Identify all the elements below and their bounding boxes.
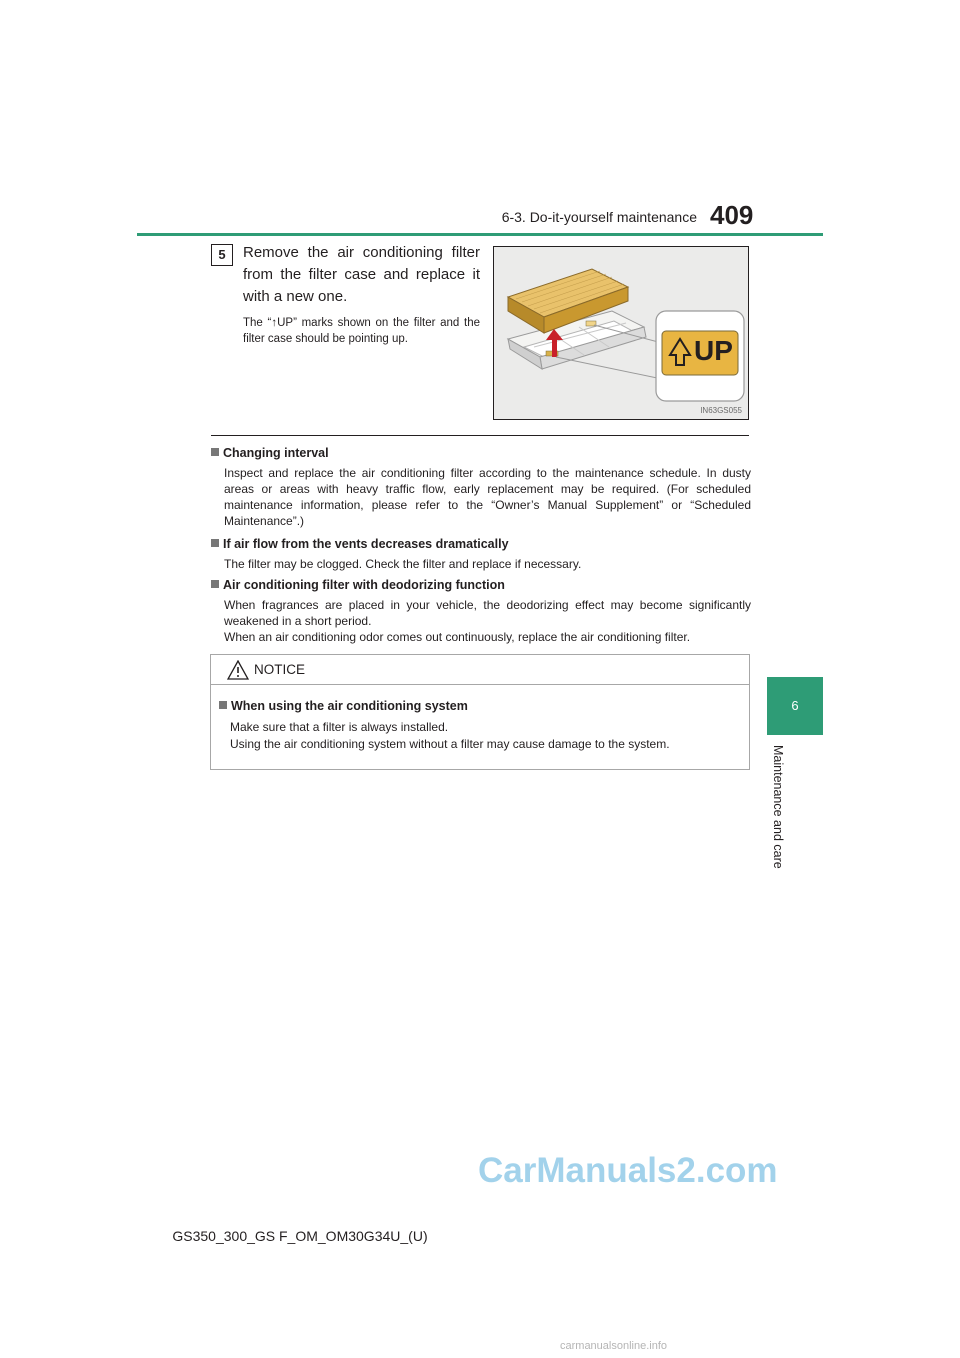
section-heading: Air conditioning filter with deodorizing function (223, 578, 505, 592)
filter-illustration (493, 246, 749, 420)
section-changing-interval (211, 444, 751, 529)
section-heading: Changing interval (223, 446, 329, 460)
notice-box (210, 654, 750, 770)
watermark-logo: CarManuals2.com (478, 1151, 778, 1190)
chapter-tab[interactable]: 6 (767, 677, 823, 735)
square-bullet-icon (211, 448, 219, 456)
section-airflow-decrease (211, 535, 751, 572)
section-deodorizing (211, 576, 751, 645)
chapter-title: Maintenance and care (771, 745, 785, 869)
square-bullet-icon (211, 539, 219, 547)
step-note: The “↑UP” marks shown on the filter and the filter case should be pointing up. (243, 317, 480, 345)
square-bullet-icon (219, 701, 227, 709)
warning-triangle-icon (227, 660, 249, 680)
notice-line: Make sure that a filter is always installed. (230, 720, 449, 734)
section-heading: If air flow from the vents decreases dramatically (223, 537, 509, 551)
document-code: GS350_300_GS F_OM_OM30G34U_(U) (172, 1228, 428, 1244)
header-rule (137, 233, 823, 236)
notice-title: NOTICE (254, 662, 306, 677)
filter-drawing (494, 247, 749, 420)
page-number: 409 (710, 200, 754, 230)
section-paragraph: The filter may be clogged. Check the filter and replace if necessary. (224, 557, 582, 571)
section-paragraph: When fragrances are placed in your vehicle, the deodorizing effect may become significantly weakened in a short period. (224, 598, 751, 628)
figure-id: IN63GS055 (700, 406, 742, 415)
notice-heading: When using the air conditioning system (231, 699, 468, 713)
step-instruction: Remove the air conditioning filter from the filter case and replace it with a new one. (243, 244, 480, 305)
section-paragraph: Inspect and replace the air conditioning filter according to the maintenance schedule. In dusty areas or areas with heavy traffic flow, early replacement may be required. (For scheduled maintenance information, please refer to the “Owner’s Manual Supplement” or “Scheduled Maintenance”.) (224, 466, 751, 528)
section-paragraph: When an air conditioning odor comes out continuously, replace the air conditioning filter. (224, 630, 691, 644)
step-number: 5 (211, 244, 233, 266)
notice-line: Using the air conditioning system without a filter may cause damage to the system. (230, 737, 670, 751)
up-label: UP (694, 335, 733, 366)
notice-header (211, 655, 749, 685)
header-section-title: 6-3. Do-it-yourself maintenance (501, 209, 697, 225)
square-bullet-icon (211, 580, 219, 588)
section-divider (211, 435, 749, 436)
watermark-small: carmanualsonline.info (560, 1340, 668, 1352)
